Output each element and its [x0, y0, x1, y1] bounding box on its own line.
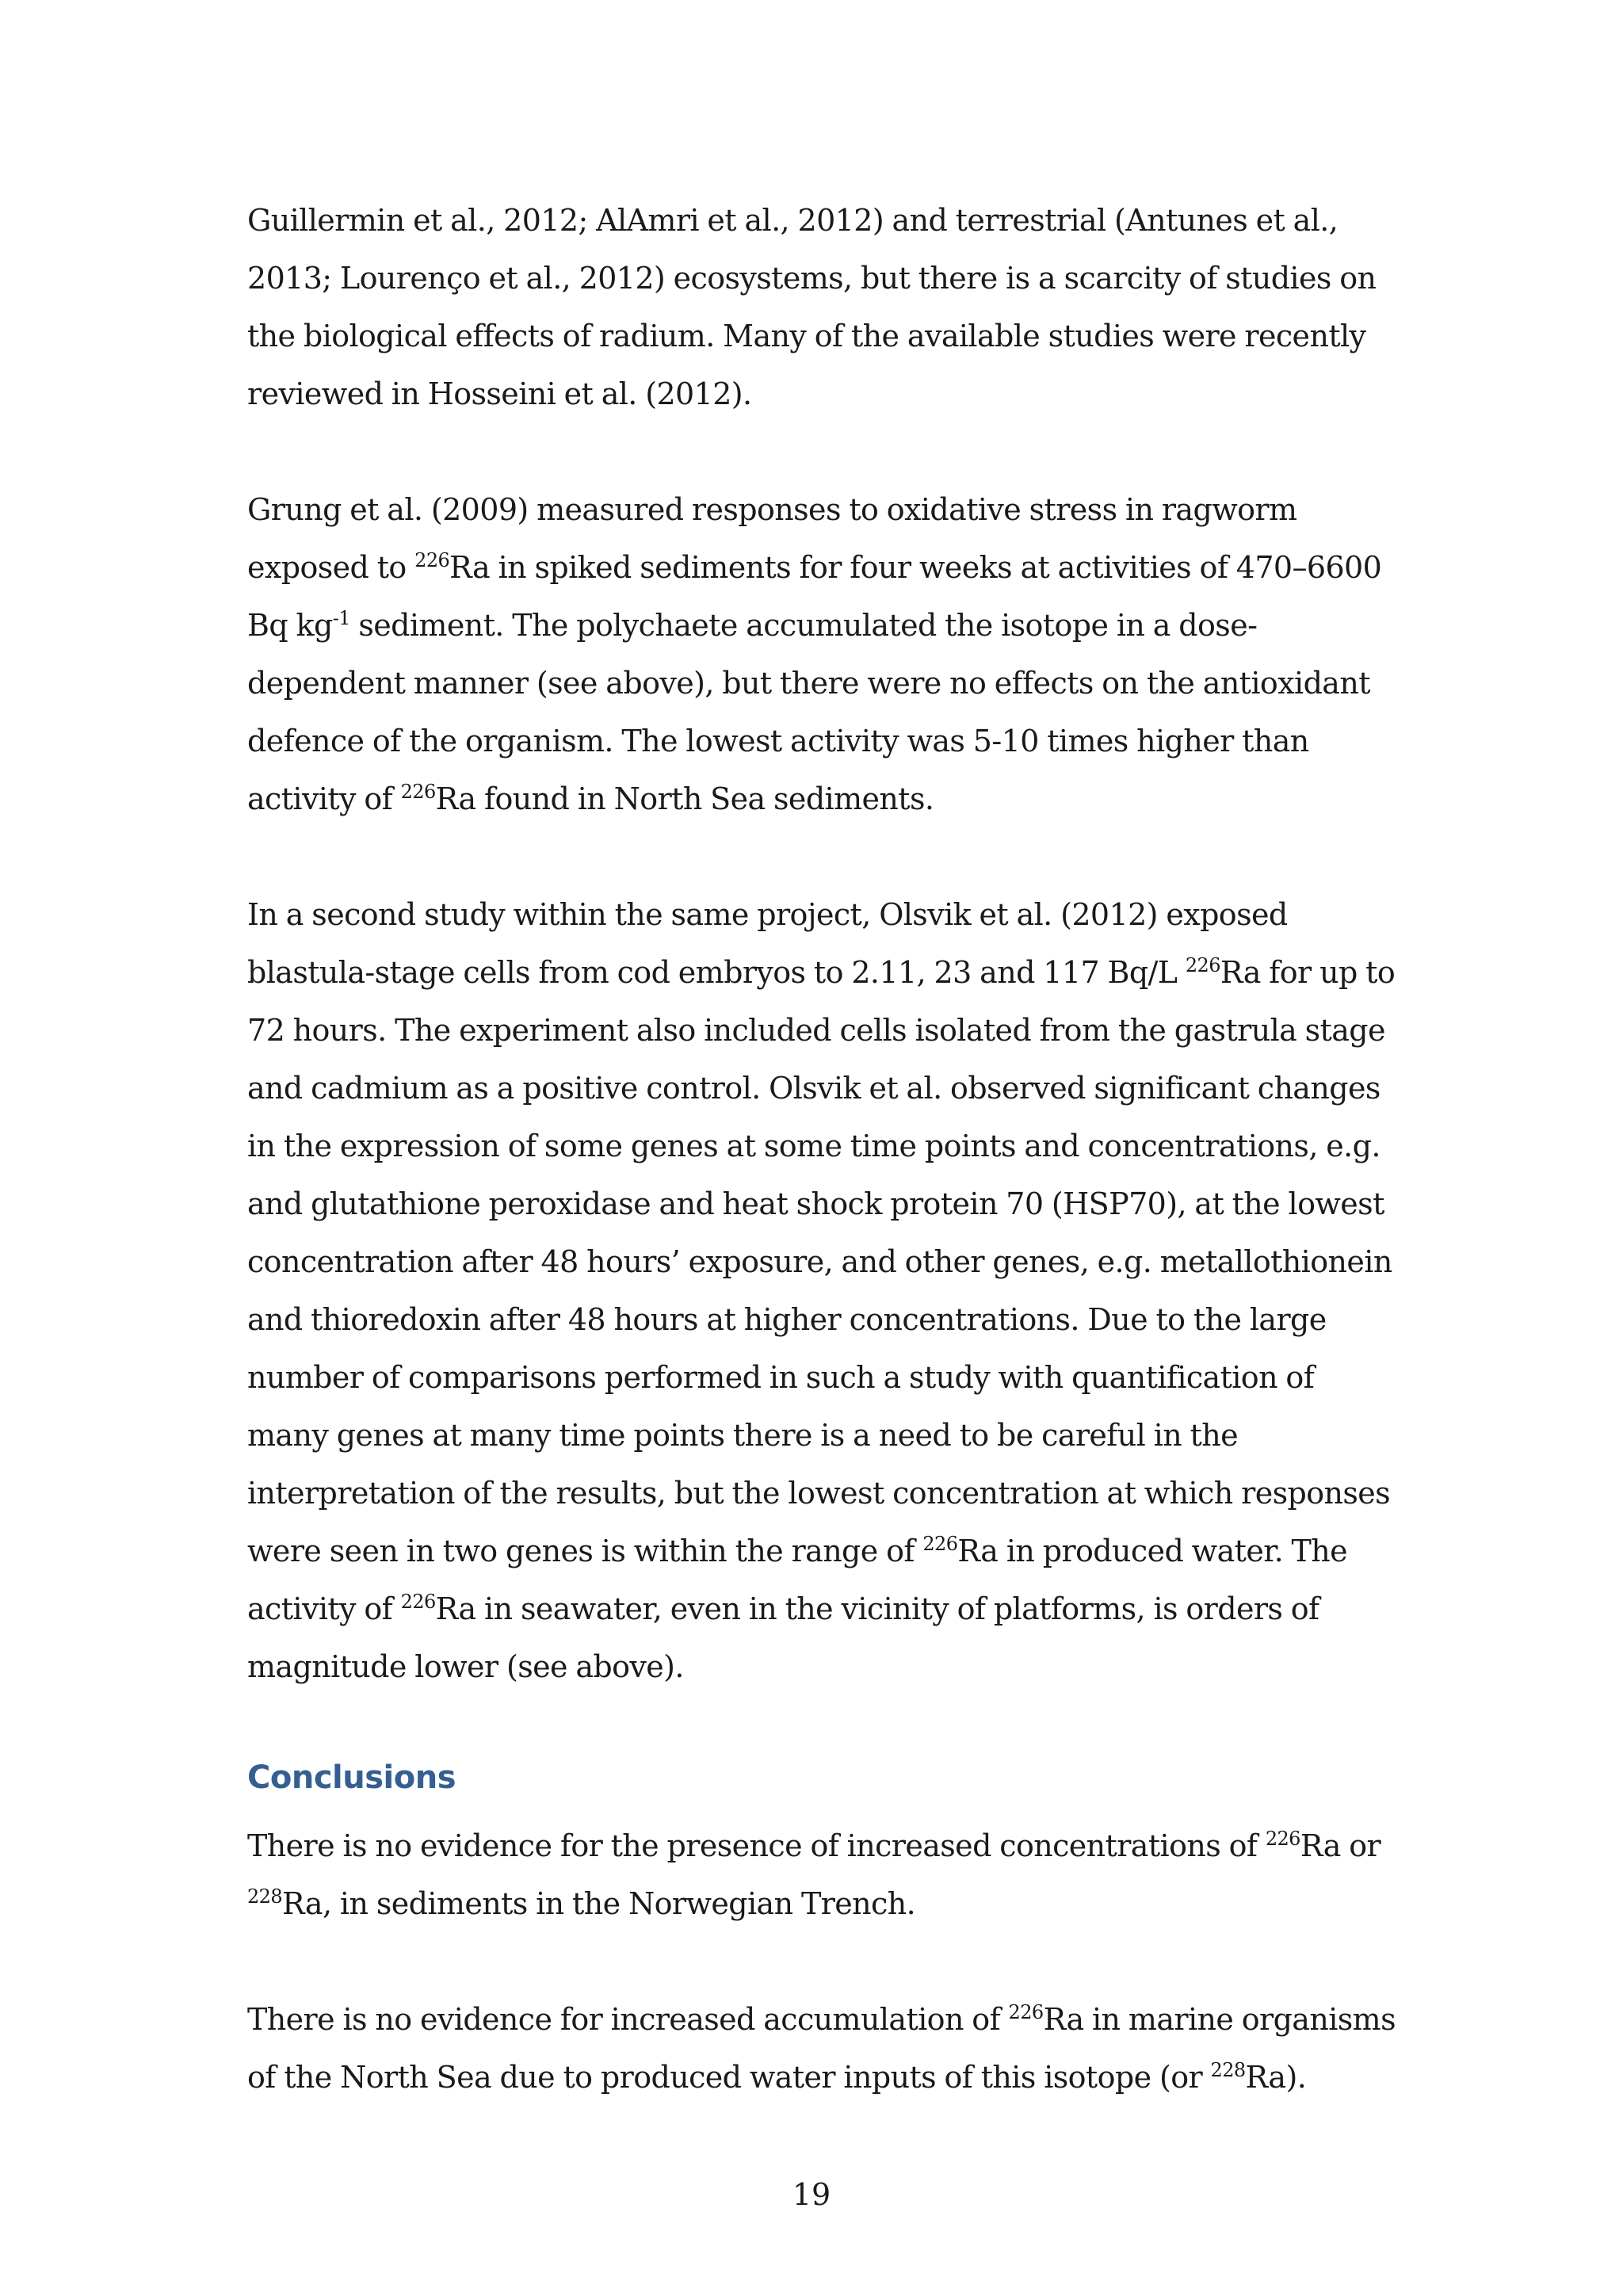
- paragraph-spacer: [247, 828, 1396, 886]
- section-spacer: [247, 1696, 1396, 1754]
- isotope-superscript: 226: [922, 1533, 958, 1555]
- isotope-superscript: 228: [247, 1885, 283, 1908]
- paragraph-text: Ra or: [1300, 1828, 1381, 1863]
- isotope-superscript: 226: [400, 1591, 436, 1613]
- isotope-superscript: 226: [1008, 2001, 1044, 2023]
- isotope-superscript: 226: [400, 781, 436, 803]
- paragraph-conclusion-organisms: [247, 1991, 1396, 2107]
- paragraph-text: Ra, in sediments in the Norwegian Trench.: [282, 1886, 916, 1921]
- paragraph-text: There is no evidence for the presence of increased concentrations of: [247, 1828, 1266, 1863]
- paragraph-text: Guillermin et al., 2012; AlAmri et al., 2012) and terrestrial (Antunes et al., 2013; Lourenço et al., 2012) ecosystems, but there is a scarcity of studies on the biological effects of radium. Many of the available studies were recently reviewed in Hosseini et al. (2012).: [247, 203, 1377, 411]
- paragraph-conclusion-sediments: [247, 1817, 1396, 1933]
- paragraph-spacer: [247, 423, 1396, 481]
- paragraph-text: Ra in spiked sediments for four weeks at activities of 470–6600 Bq kg: [247, 550, 1382, 643]
- paragraph-grung-study: [247, 481, 1396, 828]
- paragraph-text: Ra in seawater, even in the vicinity of platforms, is orders of magnitude lower (see above).: [247, 1591, 1319, 1684]
- isotope-superscript: 228: [1210, 2059, 1246, 2081]
- isotope-superscript: 226: [1185, 954, 1220, 976]
- paragraph-text: Ra in marine organisms of the North Sea due to produced water inputs of this isotope (or: [247, 2002, 1396, 2095]
- isotope-superscript: 226: [1265, 1828, 1300, 1850]
- paragraph-text: In a second study within the same project, Olsvik et al. (2012) exposed blastula-stage cells from cod embryos to 2.11, 23 and 117 Bq/L: [247, 897, 1288, 990]
- page-number: 19: [792, 2177, 831, 2212]
- paragraph-olsvik-study: [247, 886, 1396, 1696]
- paragraph-text: There is no evidence for increased accumulation of: [247, 2002, 1009, 2037]
- section-heading-conclusions: Conclusions: [247, 1759, 456, 1796]
- paragraph-radium-studies-intro: [247, 192, 1396, 423]
- paragraph-spacer: [247, 1933, 1396, 1991]
- paragraph-text: Ra).: [1245, 2060, 1307, 2095]
- isotope-superscript: 226: [414, 549, 450, 571]
- paragraph-text: Ra found in North Sea sediments.: [435, 781, 934, 816]
- paragraph-text: Ra for up to 72 hours. The experiment also included cells isolated from the gastrula stage and cadmium as a positive control. Olsvik et al. observed significant changes in the expression of some genes at some time points and concentrations, e.g. and glutathione peroxidase and heat shock protein 70 (HSP70), at the lowest concentration after 48 hours’ exposure, and other genes, e.g. metallothionein and thioredoxin after 48 hours at higher concentrations. Due to the large number of comparisons performed in such a study with quantification of many genes at many time points there is a need to be careful in the interpretation of the results, but the lowest concentration at which responses were seen in two genes is within the range of: [247, 955, 1396, 1568]
- unit-exponent-superscript: -1: [332, 607, 350, 629]
- paragraph-text: sediment. The polychaete accumulated the isotope in a dose-dependent manner (see above), but there were no effects on the antioxidant defence of the organism. The lowest activity was 5-10 times higher than activity of: [247, 608, 1370, 816]
- paragraph-text: Grung et al. (2009) measured responses to oxidative stress in ragworm exposed to: [247, 492, 1297, 585]
- page-content: [247, 192, 1396, 2107]
- paragraph-text: Ra in produced water. The activity of: [247, 1534, 1348, 1626]
- heading-spacer: [247, 1801, 1396, 1817]
